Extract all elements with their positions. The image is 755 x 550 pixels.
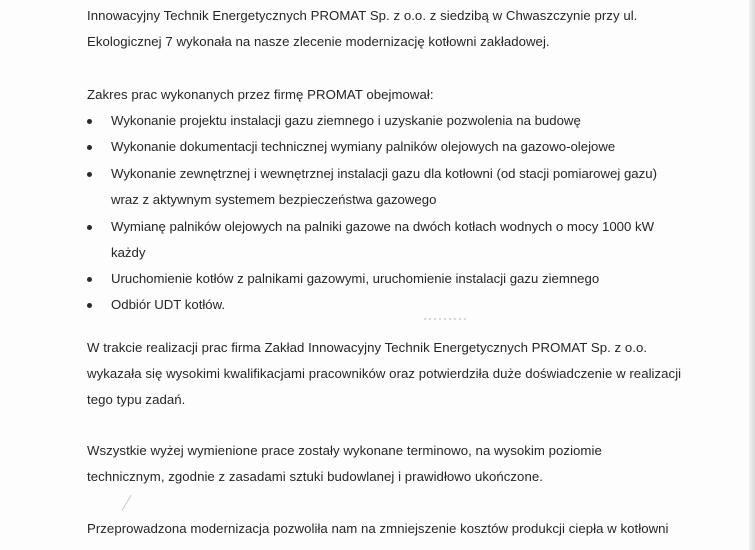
list-item-text: Wykonanie dokumentacji technicznej wymiany palników olejowych na gazowo-olejowe — [111, 139, 616, 154]
list-item-text: Odbiór UDT kotłów. — [111, 297, 226, 312]
bullet-icon — [87, 303, 92, 308]
bullet-icon — [87, 172, 92, 177]
timely-line-1: Wszystkie wyżej wymienione prace zostały wykonane terminowo, na wysokim poziomie — [87, 443, 602, 458]
bullet-icon — [87, 145, 92, 150]
list-item-text: Wymianę palników olejowych na palniki gazowe na dwóch kotłach wodnych o mocy 1000 kW — [111, 219, 655, 234]
realization-line-2: wykazała się wysokimi kwalifikacjami pracowników oraz potwierdziła duże doświadczenie w realizacji — [87, 366, 682, 381]
timely-line-2: technicznym, zgodnie z zasadami sztuki budowlanej i prawidłowo ukończone. — [87, 469, 543, 484]
realization-line-3: tego typu zadań. — [87, 392, 186, 407]
intro-line-1: Innowacyjny Technik Energetycznych PROMAT Sp. z o.o. z siedzibą w Chwaszczynie przy ul. — [87, 8, 638, 23]
list-item-text: wraz z aktywnym systemem bezpieczeństwa gazowego — [111, 192, 437, 207]
scan-artifact-mark — [122, 495, 132, 511]
list-item-text: Wykonanie projektu instalacji gazu ziemnego i uzyskanie pozwolenia na budowę — [111, 113, 581, 128]
realization-line-1: W trakcie realizacji prac firma Zakład Innowacyjny Technik Energetycznych PROMAT Sp. z o.o. — [87, 340, 648, 355]
scope-heading: Zakres prac wykonanych przez firmę PROMAT obejmował: — [87, 87, 434, 102]
result-line-1: Przeprowadzona modernizacja pozwoliła nam na zmniejszenie kosztów produkcji ciepła w kotłowni — [87, 521, 669, 536]
scan-artifact-dots — [424, 318, 468, 320]
list-item-text: Uruchomienie kotłów z palnikami gazowymi, uruchomienie instalacji gazu ziemnego — [111, 271, 600, 286]
intro-line-2: Ekologicznej 7 wykonała na nasze zlecenie modernizację kotłowni zakładowej. — [87, 34, 550, 49]
bullet-icon — [87, 277, 92, 282]
bullet-icon — [87, 225, 92, 230]
bullet-icon — [87, 119, 92, 124]
list-item-text: Wykonanie zewnętrznej i wewnętrznej instalacji gazu dla kotłowni (od stacji pomiarowej gazu) — [111, 166, 657, 181]
list-item-text: każdy — [111, 245, 146, 260]
page-edge-shadow — [749, 0, 755, 550]
